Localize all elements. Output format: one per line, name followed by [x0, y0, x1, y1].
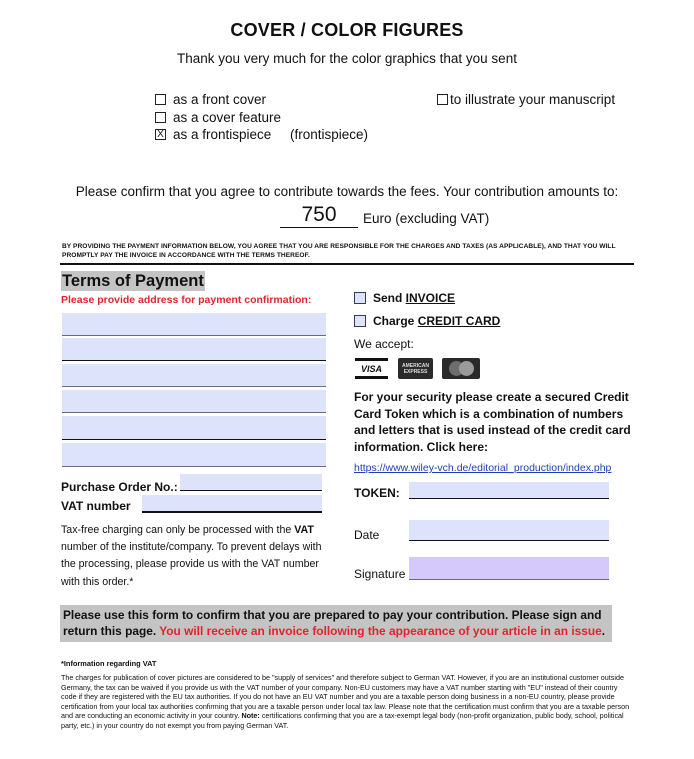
confirmation-banner	[60, 605, 612, 642]
date-label: Date	[354, 528, 380, 542]
amex-line-1: AMERICAN	[402, 362, 429, 369]
send-invoice-prefix: Send	[373, 291, 406, 305]
section-divider	[60, 263, 634, 265]
payment-disclaimer: BY PROVIDING THE PAYMENT INFORMATION BELOW, YOU AGREE THAT YOU ARE RESPONSIBLE FOR THE CHARGES AND TAXES (AS APPLICABLE), AND THAT YOU WILL PROMPTLY PAY THE INVOICE IN ACCORDANCE WITH THE TERMS THEREOF.	[62, 243, 616, 259]
checkbox-illustrate-manuscript[interactable]	[437, 94, 448, 105]
banner-invoice-notice: You will receive an invoice following the appearance of your article in an issue	[159, 624, 602, 638]
send-invoice-option[interactable]	[354, 291, 455, 305]
amex-card-icon	[398, 358, 433, 379]
option-front-cover[interactable]	[155, 92, 266, 107]
charge-credit-card-checkbox[interactable]	[354, 315, 366, 327]
charge-credit-card-option[interactable]	[354, 314, 500, 328]
vat-info-note-bold: Note:	[241, 711, 260, 720]
we-accept-label: We accept:	[354, 337, 414, 351]
contribution-prompt: Please confirm that you agree to contribute towards the fees. Your contribution amounts to:	[75, 184, 619, 199]
vat-note-text: Tax-free charging can only be processed with the	[61, 524, 295, 536]
banner-end: .	[601, 624, 606, 638]
terms-heading: Terms of Payment	[62, 272, 204, 290]
send-invoice-method: INVOICE	[405, 291, 456, 305]
address-line-4[interactable]	[62, 390, 326, 413]
contribution-unit: Euro (excluding VAT)	[363, 211, 490, 226]
vat-number-field[interactable]	[142, 495, 322, 513]
vat-info-body	[61, 673, 633, 730]
visa-card-icon: VISA	[355, 358, 388, 379]
page-title: COVER / COLOR FIGURES	[230, 20, 464, 40]
charge-credit-card-method: CREDIT CARD	[417, 314, 501, 328]
amex-line-2: EXPRESS	[403, 368, 428, 375]
purchase-order-label: Purchase Order No.:	[61, 480, 178, 494]
vat-number-label: VAT number	[61, 499, 131, 513]
purchase-order-field[interactable]	[180, 474, 322, 491]
token-label: TOKEN:	[354, 486, 400, 500]
option-label: as a front cover	[173, 92, 267, 107]
option-label: as a frontispiece	[173, 127, 272, 142]
frontispiece-note: (frontispiece)	[290, 127, 369, 142]
vat-note-text-end: number of the institute/company. To prevent delays with the processing, please provide us with the VAT number with this order.*	[61, 541, 322, 588]
token-link[interactable]: https://www.wiley-vch.de/editorial_production/index.php	[354, 462, 612, 474]
contribution-amount[interactable]: 750	[280, 203, 358, 228]
address-label: Please provide address for payment confirmation:	[61, 294, 312, 306]
charge-credit-card-prefix: Charge	[373, 314, 418, 328]
vat-note	[61, 522, 336, 591]
page-subtitle: Thank you very much for the color graphics that you sent	[177, 51, 517, 66]
signature-field[interactable]	[409, 557, 609, 580]
vat-note-bold: VAT	[294, 524, 314, 536]
signature-label: Signature	[354, 567, 406, 581]
option-label: to illustrate your manuscript	[450, 92, 616, 107]
option-label: as a cover feature	[173, 110, 282, 125]
option-frontispiece[interactable]	[155, 127, 271, 142]
send-invoice-checkbox[interactable]	[354, 292, 366, 304]
checkbox-cover-feature[interactable]	[155, 112, 166, 123]
option-illustrate-manuscript[interactable]	[437, 92, 615, 107]
checkbox-front-cover[interactable]	[155, 94, 166, 105]
security-text: For your security please create a secured Credit Card Token which is a combination of numbers and letters that is used instead of the credit card information. Click here:	[354, 390, 631, 454]
mastercard-circle-right	[459, 361, 474, 376]
banner-text: Please use this form to confirm that you are prepared to pay your contribution. Please sign and return this page.	[63, 608, 602, 638]
address-line-6[interactable]	[62, 443, 326, 467]
option-cover-feature[interactable]	[155, 110, 281, 125]
address-line-3[interactable]	[62, 364, 326, 387]
token-field[interactable]	[409, 482, 609, 499]
vat-info-text-end: certifications confirming that you are a tax-exempt legal body (non-profit organization, public body, school, political party, etc.) in your country do not exempt you from paying German VAT.	[61, 711, 624, 730]
mastercard-icon	[442, 358, 480, 379]
address-line-2[interactable]	[62, 338, 326, 361]
checkbox-frontispiece[interactable]: X	[155, 129, 166, 140]
vat-info-text: The charges for publication of cover pictures are considered to be "supply of services" and therefore subject to German VAT. However, if you are an institutional customer outside Germany, the tax can be waived if you provide us with the VAT number of your company. Non-EU customers may have a VAT number starting with "EU" instead of their country code if they are registered with the EU tax authorities. If you do not have an EU VAT number and you are a taxable person doing business in a non-EU country, please provide certification from your local tax authorities confirming that you are a taxable person under local tax law. Please note that the certification must confirm that you are a taxable person and are conducting an economic activity in your country.	[61, 673, 630, 720]
address-line-5[interactable]	[62, 416, 326, 440]
date-field[interactable]	[409, 520, 609, 541]
address-line-1[interactable]	[62, 313, 326, 336]
vat-info-title: *Information regarding VAT	[61, 659, 157, 668]
